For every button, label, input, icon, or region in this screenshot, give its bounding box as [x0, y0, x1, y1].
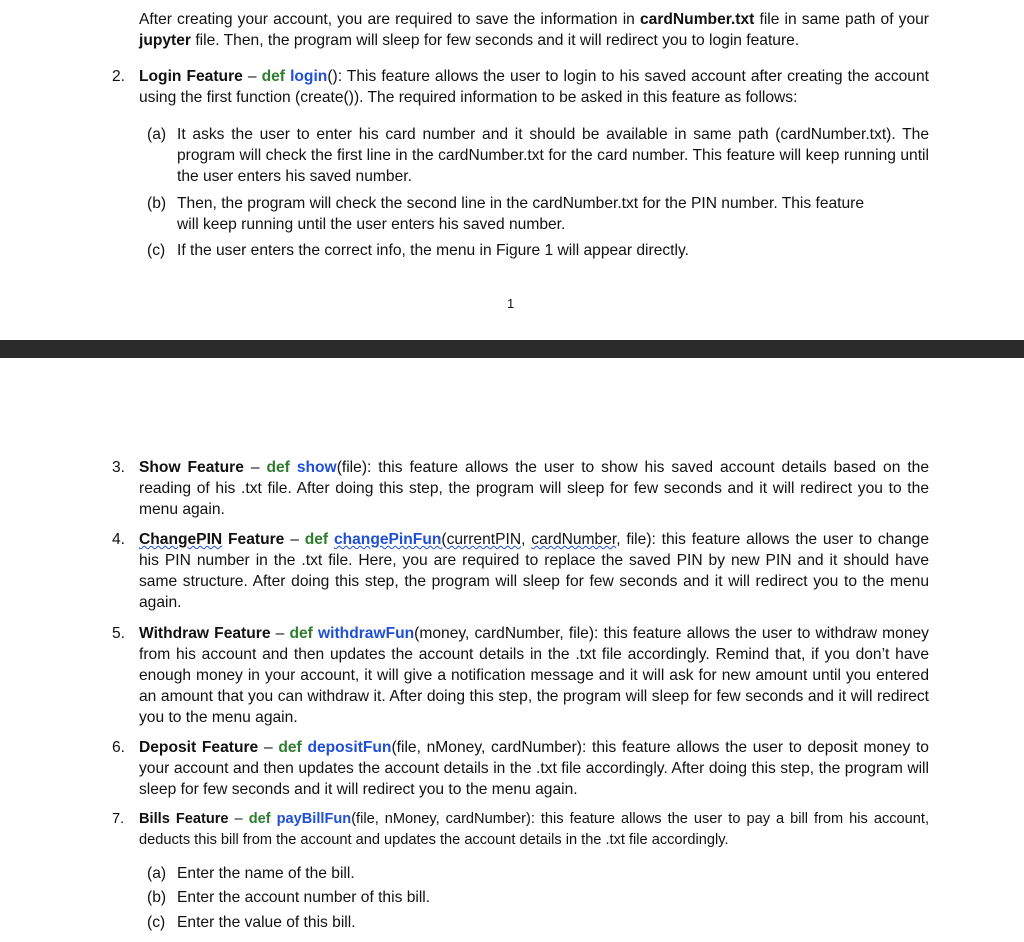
document-page-2 — [0, 358, 1024, 942]
list-item-bills-feature: 7. Bills Feature – def payBillFun(file, nMoney, cardNumber): this feature allows the user to pay a bill from his account, deducts this bill from the account and updates the account details in the .txt file accordingly. — [112, 811, 929, 848]
item-number: 2. — [112, 68, 126, 85]
intro-paragraph: After creating your account, you are required to save the information in cardNumber.txt file in same path of your jupyter file. Then, the program will sleep for few seconds and it will redirect you to login feature. — [139, 11, 929, 49]
page-divider — [0, 340, 1024, 358]
list-item-deposit-feature: 6. Deposit Feature – def depositFun(file, nMoney, cardNumber): this feature allows the user to deposit money to your account and then updates the account details in the .txt file accordingly. After doing this step, the program will sleep for few seconds and it will redirect you to the menu again. — [112, 739, 929, 798]
list-item-show-feature: 3. Show Feature – def show(file): this feature allows the user to show his saved account details based on the reading of his .txt file. After doing this step, the program will sleep for few seconds and it will redirect you to the menu again. — [112, 459, 930, 518]
bill-sub-item-b: (b) Enter the account number of this bill. — [147, 889, 431, 906]
list-item-withdraw-feature: 5. Withdraw Feature – def withdrawFun(money, cardNumber, file): this feature allows the user to withdraw money from his account and then updates the account details in the .txt file accordingly. Remind that, if you don’t have enough money in your account, it will give a notification message and it will ask for new amount until you entered an amount that you can withdraw it. After doing this step, the program will sleep for few seconds and it will redirect you to the menu again. — [112, 625, 929, 726]
sub-item-c: (c) If the user enters the correct info, the menu in Figure 1 will appear directly. — [147, 242, 689, 259]
document-page-1 — [0, 0, 1024, 340]
bill-sub-item-a: (a) Enter the name of the bill. — [147, 865, 355, 882]
bill-sub-item-c: (c) Enter the value of this bill. — [147, 914, 356, 931]
login-feature-text: Login Feature – def login(): This feature allows the user to login to his saved account after creating the account using the first function (create()). The required information to be asked in this feature as follows: — [139, 68, 929, 106]
list-item-changepin-feature: 4. ChangePIN Feature – def changePinFun(currentPIN, cardNumber, file): this feature allows the user to change his PIN number in the .txt file. Here, you are required to replace the saved PIN by new PIN and it should have same structure. After doing this step, the program will sleep for few seconds and it will redirect you to the menu again. — [112, 531, 929, 611]
sub-item-a: (a) It asks the user to enter his card number and it should be available in same path (cardNumber.txt). The program will check the first line in the cardNumber.txt for the card number. This feature will keep running until the user enters his saved number. — [147, 126, 929, 185]
sub-item-b: (b) Then, the program will check the second line in the cardNumber.txt for the PIN number. This feature will keep running until the user enters his saved number. — [147, 195, 865, 233]
page-number: 1 — [507, 296, 515, 311]
list-item-login-feature — [112, 66, 929, 110]
